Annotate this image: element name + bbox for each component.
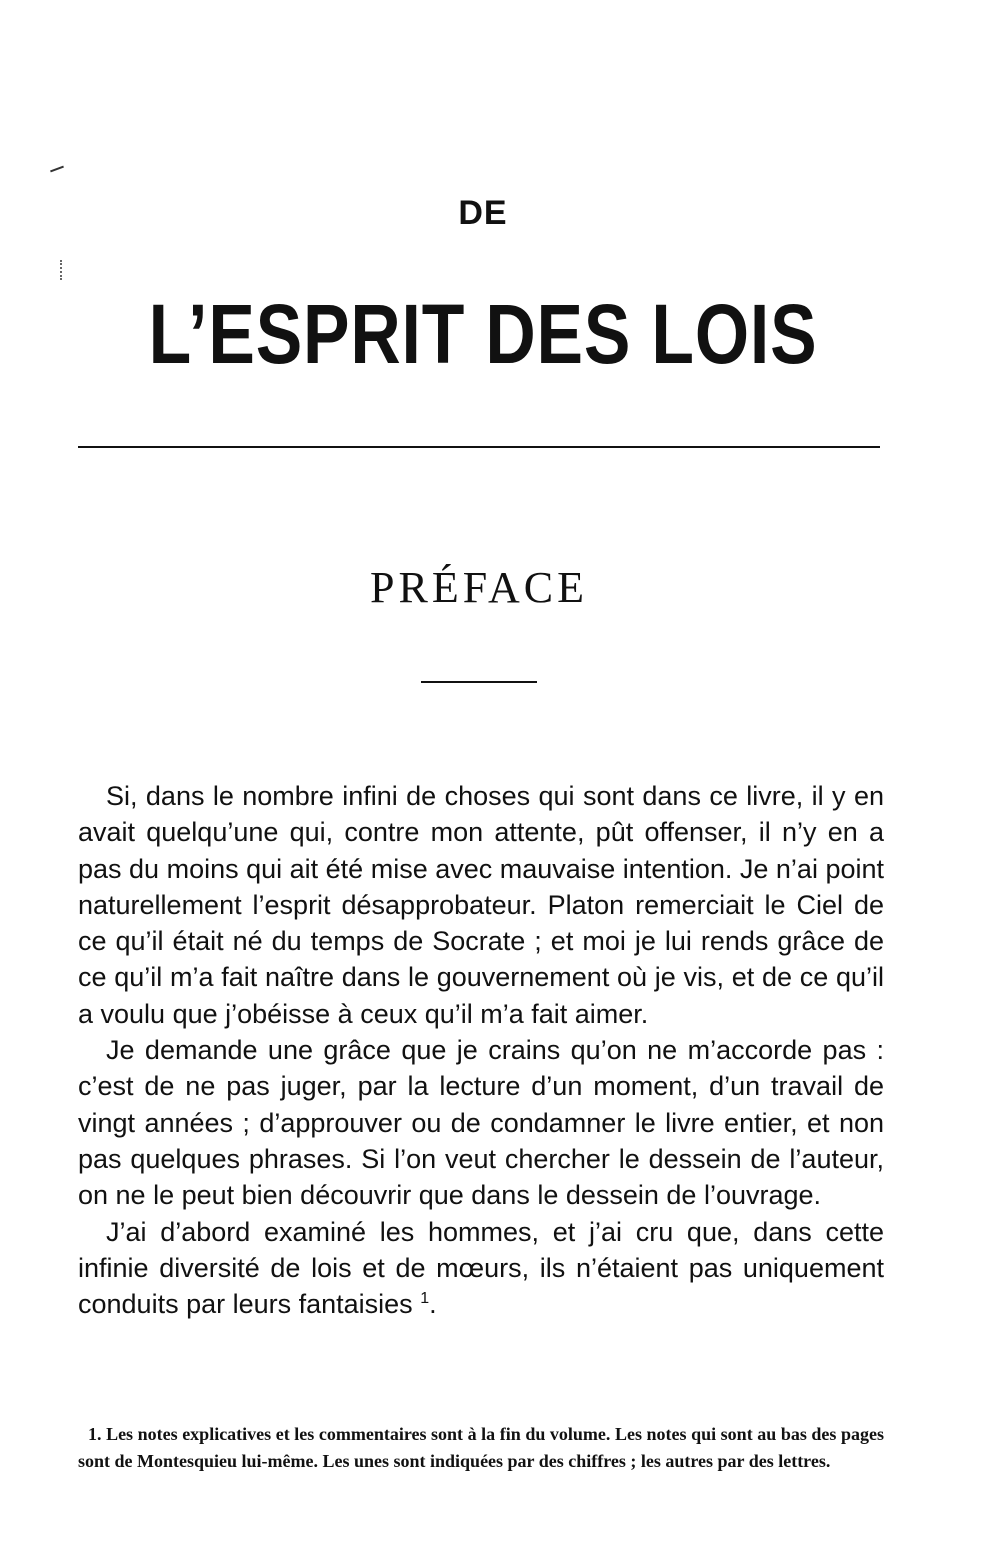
title-rule [78,446,880,448]
section-heading: PRÉFACE [370,563,588,612]
paragraph-end: . [429,1289,437,1320]
footnote [78,1421,884,1474]
paragraph: Je demande une grâce que je crains qu’on ne m’accorde pas : c’est de ne pas juger, par la lecture d’un moment, d’un travail de vingt années ; d’approuver ou de condamner le livre entier, et non pas quelques phrases. Si l’on veut chercher le dessein de l’auteur, on ne le peut bien découvrir que dans le dessein de l’ouvrage. [78,1035,884,1211]
book-title: L’ESPRIT DES LOIS [148,287,818,381]
margin-mark [50,166,64,173]
margin-dots [60,260,65,280]
paragraph: Si, dans le nombre infini de choses qui sont dans ce livre, il y en avait quelqu’une qui, contre mon attente, pût offenser, il n’y en a pas du moins qui ait été mise avec mauvaise intention. Je n’ai point naturellement l’esprit désapprobateur. Platon remerciait le Ciel de ce qu’il était né du temps de Socrate ; et moi je lui rends grâce de ce qu’il m’a fait naître dans le gouvernement où je vis, et de ce qu’il a voulu que j’obéisse à ceux qu’il m’a fait aimer. [78,781,884,1029]
paragraph [78,1214,884,1323]
footnote-text: 1. Les notes explicatives et les commentaires sont à la fin du volume. Les notes qui sont au bas des pages sont de Montesquieu lui-même. Les unes sont indiquées par des chiffres ; les autres par des lettres. [78,1424,884,1471]
body-text [78,778,884,1322]
title-kicker: DE [458,194,508,232]
paragraph-text: J’ai d’abord examiné les hommes, et j’ai cru que, dans cette infinie diversité de lois et de mœurs, ils n’étaient pas uniquement conduits par leurs fantaisies [78,1216,884,1320]
section-rule [421,681,537,683]
footnote-ref[interactable]: 1 [420,1290,430,1308]
